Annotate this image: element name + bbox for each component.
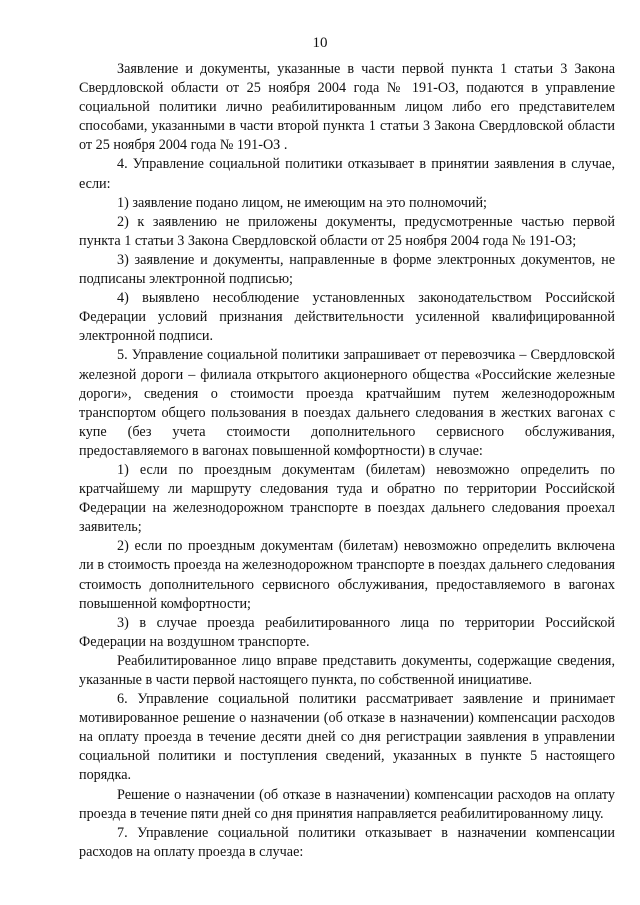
paragraph-4-item-1: 1) заявление подано лицом, не имеющим на это полномочий; [117,194,487,211]
paragraph-4-item-2: 2) к заявлению не приложены документы, предусмотренные частью первой пункта 1 статьи 3 Закона Свердловской области от 25 ноября 2004 года № 191-ОЗ; [79,213,615,249]
paragraph-5-item-1: 1) если по проездным документам (билетам) невозможно определить по кратчайшему ли маршруту следования туда и обратно по территории Российской Федерации на железнодорожном транспорте в поездах дальнего следования проехал заявитель; [79,461,615,536]
paragraph-4-item-4: 4) выявлено несоблюдение установленных законодательством Российской Федерации условий признания действительности усиленной квалифицированной электронной подписи. [79,290,615,345]
paragraph-application-submission: Заявление и документы, указанные в части первой пункта 1 статьи 3 Закона Свердловской области от 25 ноября 2004 года № 191-ОЗ, подаются в управление социальной политики лично реабилитированным лицом либо его представителем способами, указанными в части второй пункта 1 статьи 3 Закона Свердловской области от 25 ноября 2004 года № 191-ОЗ . [79,61,615,154]
paragraph-5-item-3: 3) в случае проезда реабилитированного лица по территории Российской Федерации на воздушном транспорте. [79,614,615,650]
paragraph-4-refusal-intro: 4. Управление социальной политики отказывает в принятии заявления в случае, если: [79,156,615,192]
paragraph-6-notification: Решение о назначении (об отказе в назначении) компенсации расходов на оплату проезда в течение пяти дней со дня принятия направляется реабилитированному лицу. [79,786,615,822]
paragraph-5-request-intro: 5. Управление социальной политики запрашивает от перевозчика – Свердловской железной дороги – филиала открытого акционерного общества «Российские железные дороги», сведения о стоимости проезда кратчайшим путем железнодорожным транспортом общего пользования в поездах дальнего следования в жестких вагонах с купе (без учета стоимости дополнительного сервисного обслуживания, предоставляемого в вагонах повышенной комфортности) в случае: [79,347,615,459]
paragraph-7-refusal-intro: 7. Управление социальной политики отказывает в назначении компенсации расходов на оплату проезда в случае: [79,824,615,860]
paragraph-5-own-initiative: Реабилитированное лицо вправе представить документы, содержащие сведения, указанные в части первой настоящего пункта, по собственной инициативе. [79,652,615,688]
document-body [79,60,615,862]
paragraph-6-decision: 6. Управление социальной политики рассматривает заявление и принимает мотивированное решение о назначении (об отказе в назначении) компенсации расходов на оплату проезда в течение десяти дней со дня регистрации заявления в управлении социальной политики и поступления сведений, указанных в пункте 5 настоящего порядка. [79,691,615,784]
paragraph-5-item-2: 2) если по проездным документам (билетам) невозможно определить включена ли в стоимость проезда на железнодорожном транспорте в поездах дальнего следования стоимость дополнительного сервисного обслуживания, предоставляемого в вагонах повышенной комфортности; [79,538,615,612]
page-number: 10 [312,35,328,51]
paragraph-4-item-3: 3) заявление и документы, направленные в форме электронных документов, не подписаны электронной подписью; [79,251,615,288]
